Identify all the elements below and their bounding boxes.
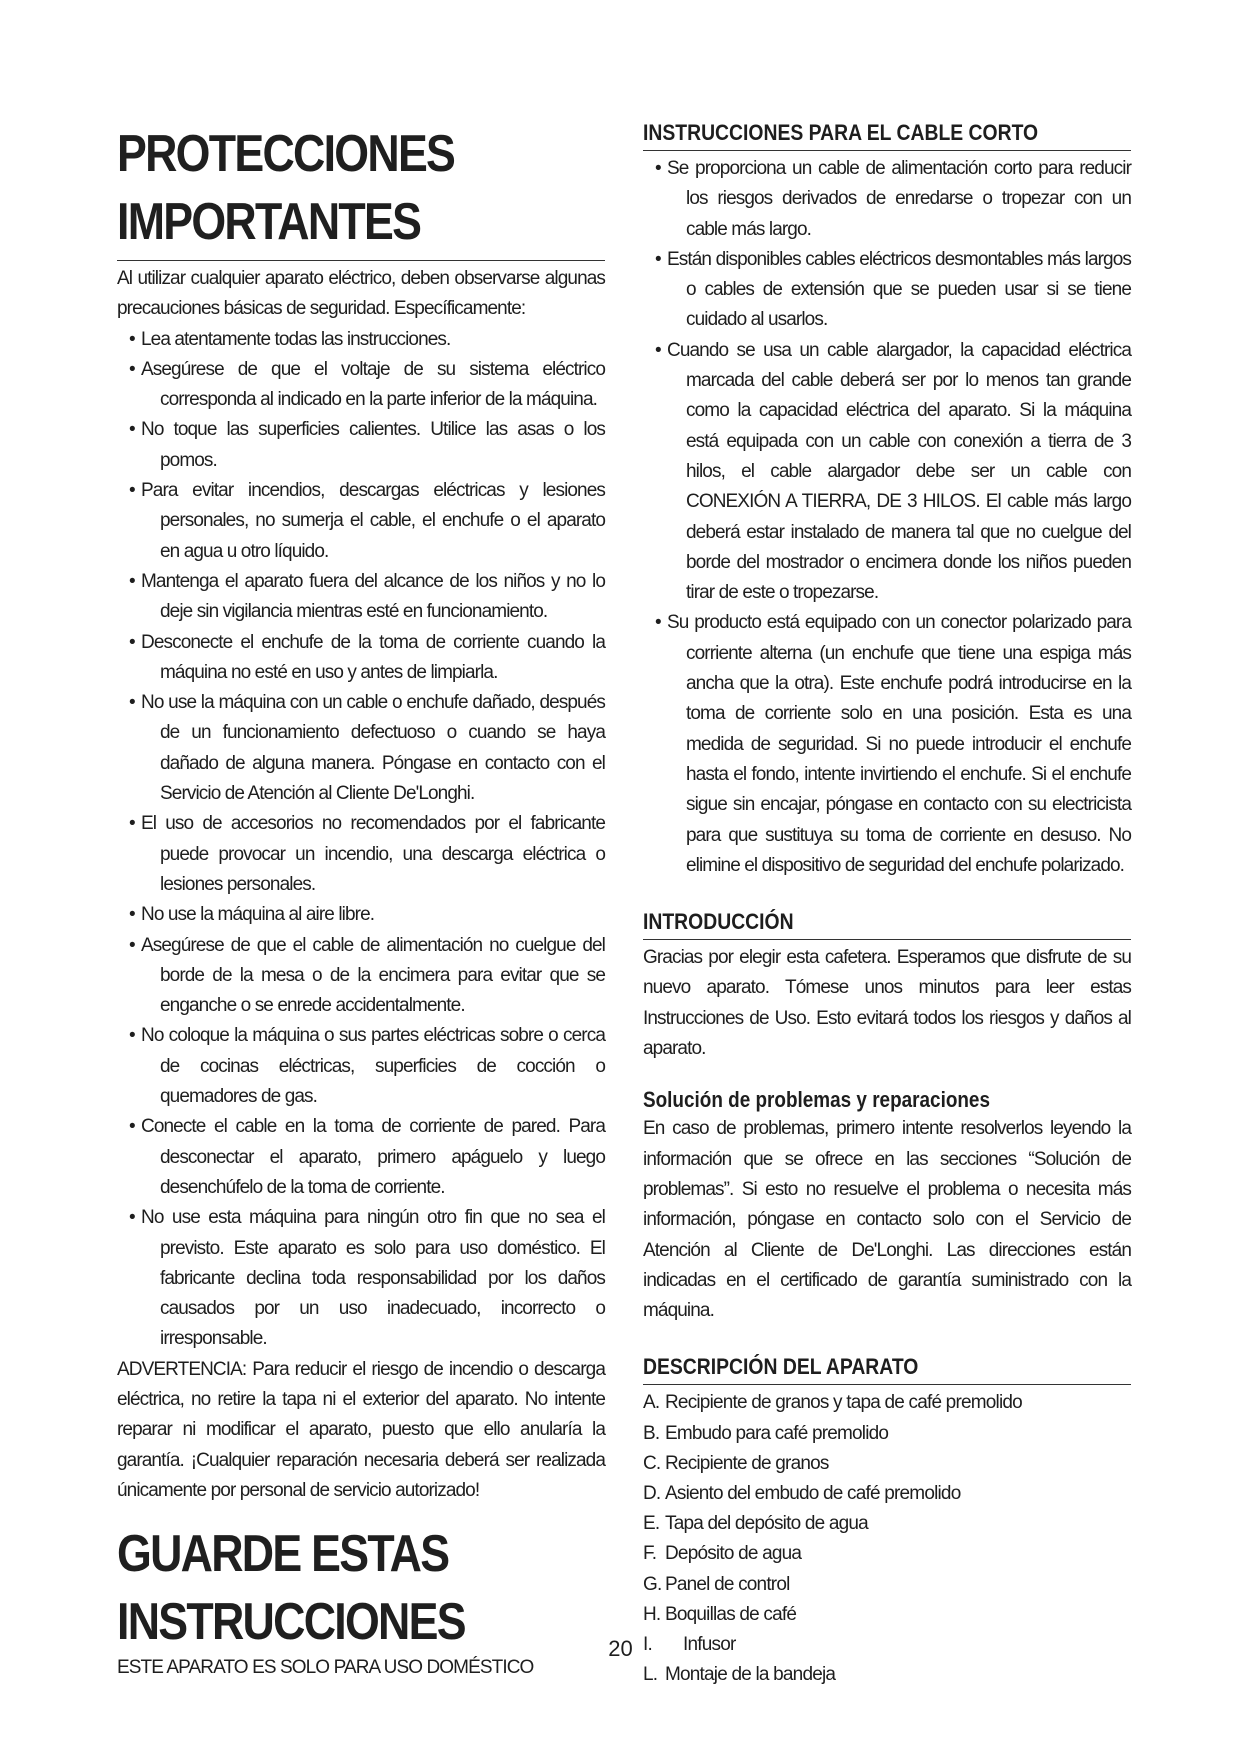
list-item: • Su producto está equipado con un conector polarizado para corriente alterna (un enchufe que tiene una espiga más ancha que la otra). Este enchufe podrá introducirse en la toma de corriente solo en una posición. Esta es una medida de seguridad. Si no puede introducir el enchufe hasta el fondo, intente invirtiendo el enchufe. Si el enchufe sigue sin encajar, póngase en contacto con su electricista para que sustituya su toma de corriente en desuso. No elimine el dispositivo de seguridad del enchufe polarizado. xyxy=(655,612,1131,876)
save-instructions-line1: GUARDE ESTAS xyxy=(117,1525,449,1584)
list-item: • Están disponibles cables eléctricos desmontables más largos o cables de extensión que se pueden usar si se tiene cuidado al usarlos. xyxy=(655,248,1131,331)
introduction-text: Gracias por elegir esta cafetera. Esperamos que disfrute de su nuevo aparato. Tómese unos minutos para leer estas Instrucciones de Uso. Esto evitará todos los riesgos y daños al aparato. xyxy=(643,947,1131,1060)
list-item: B. Embudo para café premolido xyxy=(643,1422,889,1444)
description-divider xyxy=(643,1384,1131,1385)
list-item: F. Depósito de agua xyxy=(643,1543,802,1565)
list-item: • Mantenga el aparato fuera del alcance de los niños y no lo deje sin vigilancia mientras esté en funcionamiento. xyxy=(129,570,605,623)
warning-text: ADVERTENCIA: Para reducir el riesgo de incendio o descarga eléctrica, no retire la tapa ni el exterior del aparato. No intente reparar ni modificar el aparato, puesto que ello anularía la garantía. ¡Cualquier reparación necesaria deberá ser realizada únicamente por personal de servicio autorizado! xyxy=(117,1358,605,1501)
introduction-heading: INTRODUCCIÓN xyxy=(643,909,794,935)
list-item: • Lea atentamente todas las instrucciones. xyxy=(129,328,451,350)
list-item: • No coloque la máquina o sus partes eléctricas sobre o cerca de cocinas eléctricas, superficies de cocción o quemadores de gas. xyxy=(129,1025,605,1108)
list-item: • No use esta máquina para ningún otro fin que no sea el previsto. Este aparato es solo para uso doméstico. El fabricante declina toda responsabilidad por los daños causados por un uso inadecuado, incorrecto o irresponsable. xyxy=(129,1207,605,1350)
list-item: G. Panel de control xyxy=(643,1573,790,1595)
left-column xyxy=(117,120,605,1680)
safeguards-intro: Al utilizar cualquier aparato eléctrico, deben observarse algunas precauciones básicas de seguridad. Específicamente: xyxy=(117,268,605,320)
list-item: C. Recipiente de granos xyxy=(643,1452,829,1474)
cable-list xyxy=(643,154,1131,881)
page-number: 20 xyxy=(608,1636,633,1661)
title-divider xyxy=(117,260,605,261)
list-item: • No toque las superficies calientes. Utilice las asas o los pomos. xyxy=(129,419,605,471)
list-item: A. Recipiente de granos y tapa de café premolido xyxy=(643,1392,1022,1414)
safeguards-list xyxy=(117,325,605,1355)
list-item: • Conecte el cable en la toma de corriente de pared. Para desconectar el aparato, primero apáguelo y luego desenchúfelo de la toma de corriente. xyxy=(129,1116,605,1198)
list-item: I. Infusor xyxy=(643,1634,736,1656)
description-heading: DESCRIPCIÓN DEL APARATO xyxy=(643,1354,919,1380)
list-item: • No use la máquina con un cable o enchufe dañado, después de un funcionamiento defectuoso o cuando se haya dañado de alguna manera. Póngase en contacto con el Servicio de Atención al Cliente De'Longhi. xyxy=(129,692,605,805)
save-instructions-line2: INSTRUCCIONES xyxy=(117,1593,465,1652)
list-item: • No use la máquina al aire libre. xyxy=(129,904,375,926)
right-column xyxy=(643,120,1131,1690)
list-item: H. Boquillas de café xyxy=(643,1603,797,1625)
list-item: • Se proporciona un cable de alimentación corto para reducir los riesgos derivados de enredarse o tropezar con un cable más largo. xyxy=(655,158,1131,240)
list-item: D. Asiento del embudo de café premolido xyxy=(643,1483,961,1504)
safeguards-title-line2: IMPORTANTES xyxy=(117,193,421,251)
troubleshooting-text: En caso de problemas, primero intente resolverlos leyendo la información que se ofrece en las secciones “Solución de problemas”. Si esto no resuelve el problema o necesita más información, póngase en contacto solo con el Servicio de Atención al Cliente de De'Longhi. Las direcciones están indicadas en el certificado de garantía suministrado con la máquina. xyxy=(643,1118,1131,1322)
safeguards-title-line1: PROTECCIONES xyxy=(117,125,455,183)
list-item: • Para evitar incendios, descargas eléctricas y lesiones personales, no sumerja el cable, el enchufe o el aparato en agua u otro líquido. xyxy=(129,480,605,562)
cable-heading: INSTRUCCIONES PARA EL CABLE CORTO xyxy=(643,120,1039,145)
list-item: • El uso de accesorios no recomendados por el fabricante puede provocar un incendio, una descarga eléctrica o lesiones personales. xyxy=(129,813,605,895)
list-item: • Desconecte el enchufe de la toma de corriente cuando la máquina no esté en uso y antes de limpiarla. xyxy=(129,631,605,683)
cable-divider xyxy=(643,150,1131,151)
list-item: • Asegúrese de que el cable de alimentación no cuelgue del borde de la mesa o de la encimera para evitar que se enganche o se enrede accidentalmente. xyxy=(129,934,605,1017)
list-item: • Cuando se usa un cable alargador, la capacidad eléctrica marcada del cable deberá ser por lo menos tan grande como la capacidad eléctrica del aparato. Si la máquina está equipada con un cable con conexión a tierra de 3 hilos, el cable alargador debe ser un cable con CONEXIÓN A TIERRA, DE 3 HILOS. El cable más largo deberá estar instalado de manera tal que no cuelgue del borde del mostrador o encimera donde los niños pueden tirar de este o tropezarse. xyxy=(655,339,1131,604)
household-note: ESTE APARATO ES SOLO PARA USO DOMÉSTICO xyxy=(117,1657,534,1679)
list-item: L. Montaje de la bandeja xyxy=(643,1664,836,1686)
list-item: E. Tapa del depósito de agua xyxy=(643,1513,868,1535)
troubleshooting-heading: Solución de problemas y reparaciones xyxy=(643,1087,990,1113)
list-item: • Asegúrese de que el voltaje de su sistema eléctrico corresponda al indicado en la parte inferior de la máquina. xyxy=(129,358,605,411)
introduction-divider xyxy=(643,939,1131,940)
